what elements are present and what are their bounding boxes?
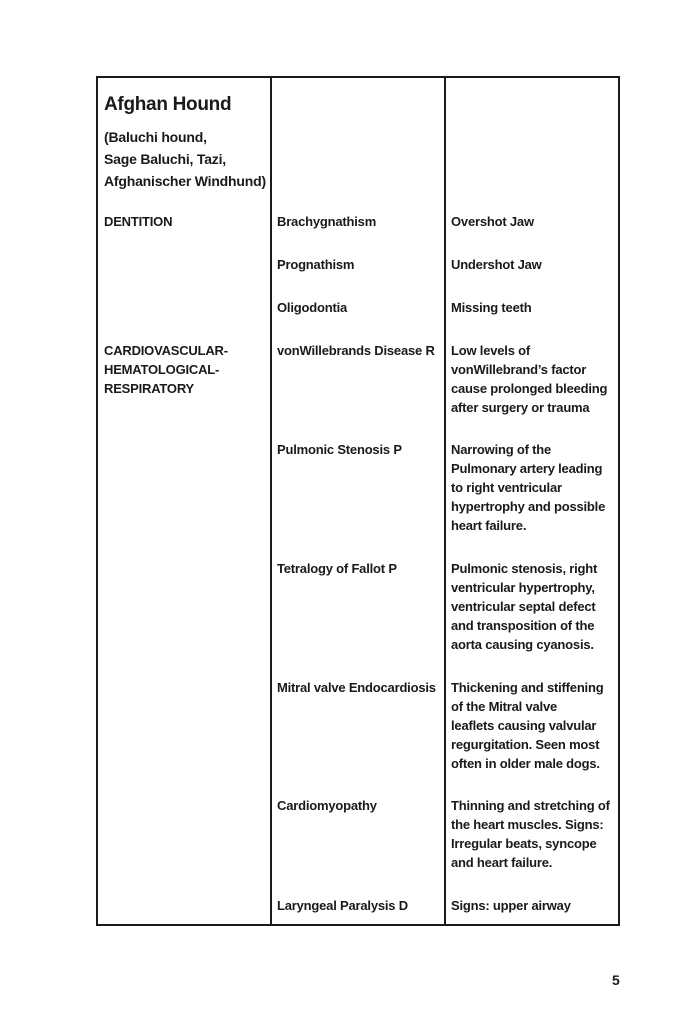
condition-description: Thinning and stretching of (451, 798, 610, 813)
condition-description: and heart failure. (451, 855, 553, 870)
condition-description: the heart muscles. Signs: (451, 817, 604, 832)
condition-description: Low levels of (451, 343, 531, 358)
condition-description: aorta causing cyanosis. (451, 637, 594, 652)
condition-description: vonWillebrand’s factor (451, 362, 587, 377)
condition-description: Narrowing of the (451, 442, 552, 457)
condition-name: Brachygnathism (277, 214, 377, 229)
condition-description: and transposition of the (451, 618, 595, 633)
condition-description: after surgery or trauma (451, 400, 590, 415)
condition-description: heart failure. (451, 518, 527, 533)
condition-description: Thickening and stiffening (451, 680, 604, 695)
condition-name: Mitral valve Endocardiosis (277, 680, 436, 695)
column-divider (444, 78, 446, 924)
condition-name: Oligodontia (277, 300, 348, 315)
condition-description: Missing teeth (451, 300, 532, 315)
condition-description: Irregular beats, syncope (451, 836, 597, 851)
condition-description: Overshot Jaw (451, 214, 534, 229)
condition-description: Signs: upper airway (451, 898, 571, 913)
condition-description: to right ventricular (451, 480, 562, 495)
condition-name: Prognathism (277, 257, 355, 272)
condition-name: Tetralogy of Fallot P (277, 561, 397, 576)
condition-description: regurgitation. Seen most (451, 737, 600, 752)
condition-description: hypertrophy and possible (451, 499, 606, 514)
breed-alias: Sage Baluchi, Tazi, (104, 151, 226, 167)
condition-name: Laryngeal Paralysis D (277, 898, 408, 913)
category-label: CARDIOVASCULAR- (104, 343, 228, 358)
condition-description: ventricular hypertrophy, (451, 580, 595, 595)
category-label: RESPIRATORY (104, 381, 195, 396)
condition-name: Pulmonic Stenosis P (277, 442, 402, 457)
condition-description: often in older male dogs. (451, 756, 600, 771)
category-label: DENTITION (104, 214, 173, 229)
condition-description: ventricular septal defect (451, 599, 596, 614)
breed-alias: Afghanischer Windhund) (104, 173, 266, 189)
column-divider (270, 78, 272, 924)
condition-name: Cardiomyopathy (277, 798, 377, 813)
condition-description: leaflets causing valvular (451, 718, 597, 733)
condition-description: Undershot Jaw (451, 257, 542, 272)
condition-description: Pulmonic stenosis, right (451, 561, 598, 576)
page-number: 5 (612, 972, 620, 988)
breed-alias: (Baluchi hound, (104, 129, 207, 145)
breed-title: Afghan Hound (104, 94, 232, 115)
condition-description: Pulmonary artery leading (451, 461, 603, 476)
condition-description: of the Mitral valve (451, 699, 558, 714)
condition-name: vonWillebrands Disease R (277, 343, 435, 358)
category-label: HEMATOLOGICAL- (104, 362, 220, 377)
condition-description: cause prolonged bleeding (451, 381, 608, 396)
